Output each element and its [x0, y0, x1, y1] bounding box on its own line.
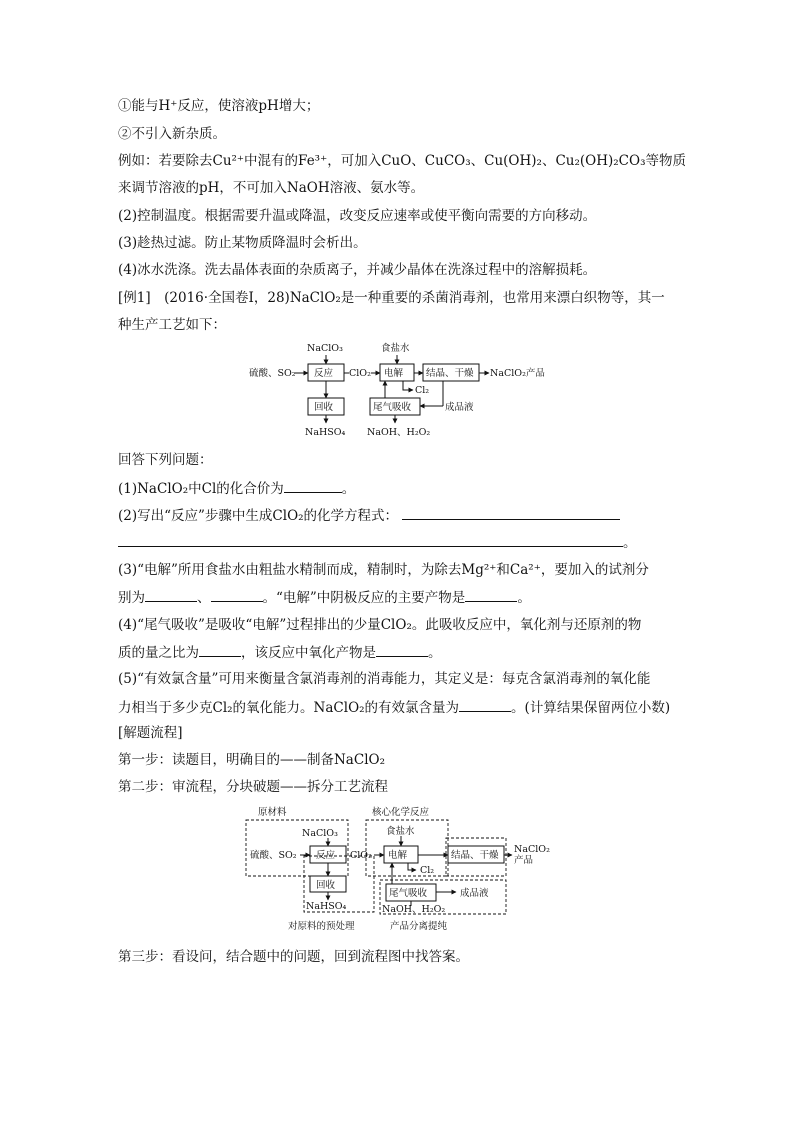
step-1: 第一步：读题目，明确目的——制备NaClO₂ [118, 752, 385, 768]
text-line: ②不引入新杂质。 [118, 126, 226, 142]
q3-text2: 。“电解”中阴极反应的主要产物是 [262, 590, 466, 606]
clo2-label: ClO₂ [349, 368, 371, 379]
react-label: 反应 [316, 850, 336, 861]
q2-text: (2)写出“反应”步骤中生成ClO₂的化学方程式： [118, 508, 399, 524]
q2-end: 。 [623, 535, 637, 551]
crystallize-label: 结晶、干燥 [451, 850, 499, 861]
recover-label: 回收 [316, 880, 336, 891]
answer-blank[interactable] [199, 642, 241, 657]
text-line: (2)控制温度。根据需要升温或降温，改变反应速率或使平衡向需要的方向移动。 [118, 208, 597, 224]
naoh-label: NaOH、H₂O₂ [367, 427, 431, 438]
text-line: ①能与H⁺反应，使溶液pH增大； [118, 98, 320, 114]
question-3: (3)“电解”所用食盐水由粗盐水精制而成，精制时，为除去Mg²⁺和Ca²⁺，要加入的试剂分 [118, 562, 649, 578]
question-5: (5)“有效氯含量”可用来衡量含氯消毒剂的消毒能力，其定义是：每克含氯消毒剂的氧化能 [118, 671, 651, 687]
q5-end: 。(计算结果保留两位小数) [511, 700, 671, 716]
brine-label: 食盐水 [386, 826, 415, 837]
text-line: 来调节溶液的pH，不可加入NaOH溶液、氨水等。 [118, 180, 425, 196]
raw-material-label: 原材料 [258, 807, 287, 818]
reactants-label: 硫酸、SO₂ [249, 368, 296, 379]
nahso4-label: NaHSO₄ [306, 901, 347, 912]
question-2 [118, 505, 620, 526]
text-line: (3)趁热过滤。防止某物质降温时会析出。 [118, 235, 367, 251]
q3-sep: 、 [197, 590, 211, 606]
question-3-cont [118, 587, 531, 608]
q3-text: 别为 [118, 590, 145, 606]
answer-blank[interactable] [118, 532, 623, 547]
q4-text2: ，该反应中氧化产物是 [241, 645, 376, 661]
q1-text: (1)NaClO₂中Cl的化合价为 [118, 481, 284, 497]
core-reaction-label: 核心化学反应 [372, 807, 430, 818]
question-2-cont [118, 532, 637, 553]
question-1 [118, 478, 355, 499]
brine-label: 食盐水 [381, 343, 410, 354]
separation-label: 产品分离提纯 [390, 921, 448, 932]
answer-blank[interactable] [211, 587, 263, 602]
naclo3-label: NaClO₃ [307, 343, 343, 354]
reactants-label: 硫酸、SO₂ [250, 850, 297, 861]
q4-text: 质的量之比为 [118, 645, 199, 661]
question-4: (4)“尾气吸收”是吸收“电解”过程排出的少量ClO₂。此吸收反应中，氧化剂与还原剂的物 [118, 617, 642, 633]
crystallize-label: 结晶、干燥 [426, 368, 474, 379]
answer-blank[interactable] [465, 587, 517, 602]
product-label: NaClO₂ [514, 844, 550, 855]
electrolysis-label: 电解 [388, 850, 408, 861]
example-heading: [例1] (2016·全国卷Ⅰ，28)NaClO₂是一种重要的杀菌消毒剂，也常用来漂白织物等，其一 [118, 290, 665, 306]
question-4-cont [118, 642, 442, 663]
q5-text: 力相当于多少克Cl₂的氧化能力。NaClO₂的有效氯含量为 [118, 700, 460, 716]
cl2-label: Cl₂ [420, 865, 435, 876]
tail-absorb-label: 尾气吸收 [389, 888, 428, 899]
answer-blank[interactable] [284, 478, 342, 493]
nahso4-label: NaHSO₄ [305, 427, 346, 438]
answer-blank[interactable] [402, 505, 620, 520]
text-line: (4)冰水洗涤。洗去晶体表面的杂质离子，并减少晶体在洗涤过程中的溶解损耗。 [118, 262, 597, 278]
step-2: 第二步：审流程，分块破题——拆分工艺流程 [118, 779, 388, 795]
q4-end: 。 [428, 645, 442, 661]
react-label: 反应 [314, 368, 334, 379]
naoh-label: NaOH、H₂O₂ [382, 904, 446, 915]
electrolysis-label: 电解 [384, 368, 404, 379]
clo2-label: ClO₂ [350, 850, 372, 861]
product-liquid-label: 成品液 [445, 402, 474, 413]
text-line: 例如：若要除去Cu²⁺中混有的Fe³⁺，可加入CuO、CuCO₃、Cu(OH)₂、Cu₂(OH)₂CO₃等物质 [118, 153, 686, 169]
product-liquid-label: 成品液 [460, 888, 489, 899]
naclo3-label: NaClO₃ [302, 828, 338, 839]
question-5-cont [118, 697, 670, 718]
solution-heading: [解题流程] [118, 725, 183, 741]
answer-blank[interactable] [145, 587, 197, 602]
product-label-2: 产品 [514, 855, 534, 866]
pretreatment-label: 对原料的预处理 [288, 921, 355, 932]
q1-end: 。 [341, 481, 356, 497]
answer-blank[interactable] [459, 697, 511, 712]
annotated-flow-diagram [240, 800, 560, 940]
text-line: 种生产工艺如下： [118, 317, 226, 333]
answer-blank[interactable] [376, 642, 428, 657]
text-line: 回答下列问题： [118, 452, 213, 468]
q3-end: 。 [517, 590, 531, 606]
tail-absorb-label: 尾气吸收 [373, 402, 412, 413]
cl2-label: Cl₂ [415, 385, 430, 396]
process-flow-diagram [245, 338, 555, 443]
step-3: 第三步：看设问，结合题中的问题，回到流程图中找答案。 [118, 949, 469, 965]
recover-label: 回收 [314, 402, 334, 413]
product-label: NaClO₂产品 [490, 368, 545, 379]
